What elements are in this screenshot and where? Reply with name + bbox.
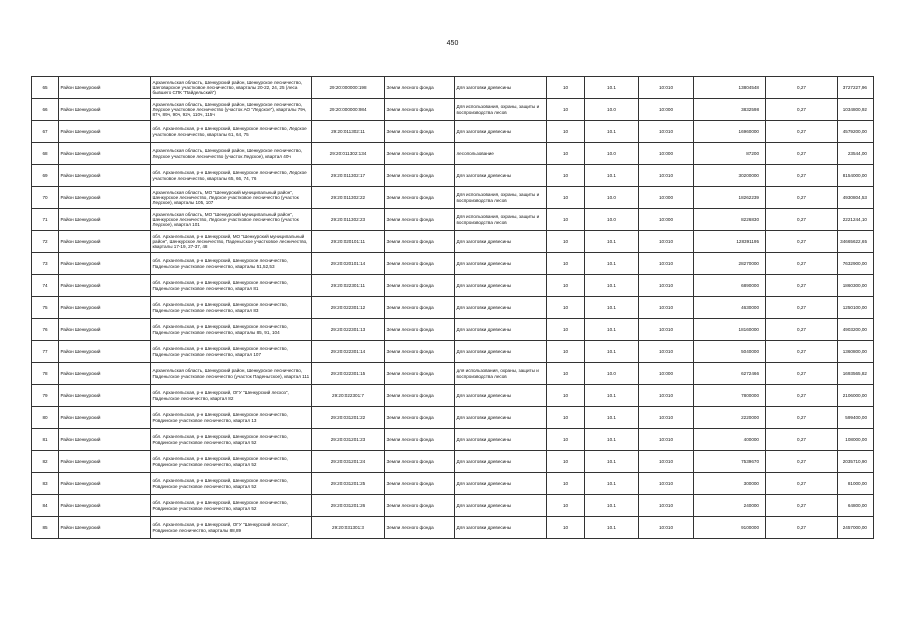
code-b-cell: 10.1: [585, 319, 639, 341]
cadastral-number-cell: 29:20:031301:3: [312, 517, 385, 539]
address-cell: обл. Архангельская, р-н Шенкурский, ОГУ "Шенкурский лесхоз", Паденьгское лесничество, квартал 82: [151, 385, 312, 407]
permitted-use-cell: Для заготовки древесины: [455, 429, 547, 451]
land-category-cell: Земли лесного фонда: [385, 275, 455, 297]
rate-cell: 0,27: [766, 319, 838, 341]
cadastral-value-cell: 23544,00: [838, 143, 874, 165]
code-b-cell: 10.1: [585, 385, 639, 407]
land-category-cell: Земли лесного фонда: [385, 121, 455, 143]
cadastral-value-cell: 4903200,00: [838, 319, 874, 341]
row-number-cell: 78: [32, 363, 59, 385]
code-c-cell: 10:010: [639, 231, 694, 253]
permitted-use-cell: Для заготовки древесины: [455, 297, 547, 319]
cadastral-number-cell: 29:20:022301:14: [312, 341, 385, 363]
area-cell: 3832598: [694, 99, 766, 121]
permitted-use-cell: Для заготовки древесины: [455, 385, 547, 407]
cadastral-value-cell: 1034800,92: [838, 99, 874, 121]
code-c-cell: 10:000: [639, 363, 694, 385]
table-row: [32, 297, 874, 319]
cadastral-value-cell: 1860300,00: [838, 275, 874, 297]
rate-cell: 0,27: [766, 517, 838, 539]
cadastral-number-cell: 29:20:031201:25: [312, 473, 385, 495]
table-row: [32, 407, 874, 429]
code-c-cell: 10:010: [639, 77, 694, 99]
table-body: [32, 77, 874, 539]
area-cell: 30200000: [694, 165, 766, 187]
code-c-cell: 10:010: [639, 451, 694, 473]
district-cell: Район Шенкурский: [59, 121, 151, 143]
area-cell: 7800000: [694, 385, 766, 407]
cadastral-number-cell: 29:20:011302:23: [312, 209, 385, 231]
permitted-use-cell: Для заготовки древесины: [455, 77, 547, 99]
table-row: [32, 187, 874, 209]
rate-cell: 0,27: [766, 363, 838, 385]
area-cell: 18160000: [694, 319, 766, 341]
code-b-cell: 10.1: [585, 341, 639, 363]
table-row: [32, 451, 874, 473]
district-cell: Район Шенкурский: [59, 473, 151, 495]
district-cell: Район Шенкурский: [59, 385, 151, 407]
land-category-cell: Земли лесного фонда: [385, 473, 455, 495]
table-row: [32, 253, 874, 275]
code-b-cell: 10.1: [585, 165, 639, 187]
cadastral-number-cell: 29:20:011302:134: [312, 143, 385, 165]
land-category-cell: Земли лесного фонда: [385, 385, 455, 407]
table-row: [32, 99, 874, 121]
cadastral-value-cell: 1360800,00: [838, 341, 874, 363]
code-a-cell: 10: [547, 99, 585, 121]
row-number-cell: 75: [32, 297, 59, 319]
permitted-use-cell: лесопользование: [455, 143, 547, 165]
permitted-use-cell: Для использования, охраны, защиты и воспроизводства лесов: [455, 187, 547, 209]
land-plots-table: [31, 76, 874, 539]
rate-cell: 0,27: [766, 429, 838, 451]
code-c-cell: 10:010: [639, 429, 694, 451]
permitted-use-cell: для использования, охраны, защиты и воспроизводства лесов: [455, 363, 547, 385]
cadastral-value-cell: 3727227,96: [838, 77, 874, 99]
row-number-cell: 72: [32, 231, 59, 253]
code-a-cell: 10: [547, 77, 585, 99]
code-a-cell: 10: [547, 385, 585, 407]
row-number-cell: 85: [32, 517, 59, 539]
permitted-use-cell: Для заготовки древесины: [455, 341, 547, 363]
code-a-cell: 10: [547, 407, 585, 429]
rate-cell: 0,27: [766, 187, 838, 209]
code-b-cell: 10.0: [585, 209, 639, 231]
permitted-use-cell: Для заготовки древесины: [455, 451, 547, 473]
code-c-cell: 10:010: [639, 165, 694, 187]
land-category-cell: Земли лесного фонда: [385, 451, 455, 473]
code-a-cell: 10: [547, 429, 585, 451]
land-category-cell: Земли лесного фонда: [385, 99, 455, 121]
rate-cell: 0,27: [766, 77, 838, 99]
row-number-cell: 70: [32, 187, 59, 209]
code-c-cell: 10:010: [639, 473, 694, 495]
cadastral-number-cell: 29:20:031201:24: [312, 451, 385, 473]
code-a-cell: 10: [547, 297, 585, 319]
code-a-cell: 10: [547, 187, 585, 209]
permitted-use-cell: Для заготовки древесины: [455, 121, 547, 143]
cadastral-number-cell: 29:20:022301:13: [312, 319, 385, 341]
code-b-cell: 10.0: [585, 143, 639, 165]
address-cell: обл. Архангельская, р-н Шенкурский, Шенкурское лесничество, Ровдинское участковое лесничество, квартал 13: [151, 407, 312, 429]
district-cell: Район Шенкурский: [59, 297, 151, 319]
cadastral-value-cell: 2457000,00: [838, 517, 874, 539]
address-cell: обл. Архангельская, р-н Шенкурский, Шенкурское лесничество, Паденьгское участковое лесничество, квартал 81: [151, 275, 312, 297]
land-category-cell: Земли лесного фонда: [385, 517, 455, 539]
land-category-cell: Земли лесного фонда: [385, 231, 455, 253]
code-c-cell: 10:010: [639, 407, 694, 429]
code-b-cell: 10.0: [585, 99, 639, 121]
cadastral-value-cell: 7632900,00: [838, 253, 874, 275]
code-b-cell: 10.1: [585, 275, 639, 297]
table-row: [32, 319, 874, 341]
rate-cell: 0,27: [766, 231, 838, 253]
row-number-cell: 68: [32, 143, 59, 165]
cadastral-value-cell: 64800,00: [838, 495, 874, 517]
code-b-cell: 10.1: [585, 495, 639, 517]
table-row: [32, 165, 874, 187]
code-a-cell: 10: [547, 341, 585, 363]
address-cell: обл. Архангельская, р-н Шенкурский, Шенкурское лесничество, Ледское участковое лесничество, кварталы 65, 66, 74, 76: [151, 165, 312, 187]
district-cell: Район Шенкурский: [59, 517, 151, 539]
table-row: [32, 363, 874, 385]
code-b-cell: 10.1: [585, 297, 639, 319]
cadastral-number-cell: 29:20:000000:198: [312, 77, 385, 99]
area-cell: 5040000: [694, 341, 766, 363]
code-c-cell: 10:000: [639, 209, 694, 231]
area-cell: 7539670: [694, 451, 766, 473]
cadastral-number-cell: 29:20:020101:11: [312, 231, 385, 253]
area-cell: 2220000: [694, 407, 766, 429]
row-number-cell: 82: [32, 451, 59, 473]
code-c-cell: 10:000: [639, 187, 694, 209]
address-cell: обл. Архангельская, р-н Шенкурский, Шенкурское лесничество, Ровдинское участковое лесничество, квартал 52: [151, 429, 312, 451]
cadastral-value-cell: 8154000,00: [838, 165, 874, 187]
row-number-cell: 73: [32, 253, 59, 275]
address-cell: обл. Архангельская, р-н Шенкурский, Шенкурское лесничество, Паденьгское участковое лесничество, кварталы 51,52,53: [151, 253, 312, 275]
rate-cell: 0,27: [766, 407, 838, 429]
address-cell: обл. Архангельская, р-н Шенкурский, Шенкурское лесничество, Паденьгское участковое лесничество, квартал 107: [151, 341, 312, 363]
code-c-cell: 10:010: [639, 385, 694, 407]
cadastral-number-cell: 29:20:031201:26: [312, 495, 385, 517]
permitted-use-cell: Для заготовки древесины: [455, 165, 547, 187]
code-b-cell: 10.1: [585, 517, 639, 539]
page-number: 450: [446, 40, 459, 47]
area-cell: 6890000: [694, 275, 766, 297]
cadastral-value-cell: 4579200,00: [838, 121, 874, 143]
district-cell: Район Шенкурский: [59, 341, 151, 363]
district-cell: Район Шенкурский: [59, 209, 151, 231]
cadastral-number-cell: 29:20:020101:14: [312, 253, 385, 275]
address-cell: Архангельская область, МО "Шенкурский муниципальный район", Шенкурское лесничество, Ледское участковое лесничество (участок Ледское), квартал 101: [151, 209, 312, 231]
code-c-cell: 10:000: [639, 143, 694, 165]
district-cell: Район Шенкурский: [59, 77, 151, 99]
address-cell: обл. Архангельская, р-н Шенкурский, Шенкурское лесничество, Ровдинское участковое лесничество, квартал 52: [151, 473, 312, 495]
district-cell: Район Шенкурский: [59, 165, 151, 187]
district-cell: Район Шенкурский: [59, 319, 151, 341]
area-cell: 28270000: [694, 253, 766, 275]
address-cell: Архангельская область, Шенкурский район, Шенкурское лесничество, Шеговарское участковое лесничество, кварталы 20-22, 24, 25 (леса бывшего СПК "Пайдельский"): [151, 77, 312, 99]
code-a-cell: 10: [547, 319, 585, 341]
rate-cell: 0,27: [766, 165, 838, 187]
table-row: [32, 77, 874, 99]
area-cell: 8226830: [694, 209, 766, 231]
rate-cell: 0,27: [766, 473, 838, 495]
code-b-cell: 10.1: [585, 429, 639, 451]
table-row: [32, 231, 874, 253]
address-cell: обл. Архангельская, р-н Шенкурский, Шенкурское лесничество, Ровдинское участковое лесничество, квартал 52: [151, 495, 312, 517]
code-c-cell: 10:010: [639, 275, 694, 297]
code-c-cell: 10:000: [639, 99, 694, 121]
row-number-cell: 66: [32, 99, 59, 121]
area-cell: 87200: [694, 143, 766, 165]
cadastral-value-cell: 2106000,00: [838, 385, 874, 407]
code-a-cell: 10: [547, 275, 585, 297]
row-number-cell: 65: [32, 77, 59, 99]
code-c-cell: 10:010: [639, 341, 694, 363]
rate-cell: 0,27: [766, 275, 838, 297]
district-cell: Район Шенкурский: [59, 429, 151, 451]
code-b-cell: 10.1: [585, 231, 639, 253]
code-c-cell: 10:010: [639, 121, 694, 143]
district-cell: Район Шенкурский: [59, 187, 151, 209]
row-number-cell: 83: [32, 473, 59, 495]
area-cell: 300000: [694, 473, 766, 495]
land-category-cell: Земли лесного фонда: [385, 165, 455, 187]
land-category-cell: Земли лесного фонда: [385, 407, 455, 429]
cadastral-number-cell: 29:20:031201:23: [312, 429, 385, 451]
address-cell: Архангельская область, Шенкурский район, Шенкурское лесничество, Ледское участковое лесничество (участок АО "Ледское"), кварталы 79ч, 87ч, 89ч, 90ч, 92ч, 110ч, 115ч: [151, 99, 312, 121]
land-category-cell: Земли лесного фонда: [385, 253, 455, 275]
cadastral-number-cell: 29:20:022301:11: [312, 275, 385, 297]
address-cell: обл. Архангельская, р-н Шенкурский, Шенкурское лесничество, Паденьгское участковое лесничество, кварталы 85, 91, 104: [151, 319, 312, 341]
code-c-cell: 10:010: [639, 517, 694, 539]
cadastral-value-cell: 108000,00: [838, 429, 874, 451]
address-cell: обл. Архангельская, р-н Шенкурский, МО "Шенкурский муниципальный район", Шенкурское лесничество, Паденьгское участковое лесничество, кварталы 17-19, 27-37, 48: [151, 231, 312, 253]
area-cell: 13804548: [694, 77, 766, 99]
area-cell: 240000: [694, 495, 766, 517]
district-cell: Район Шенкурский: [59, 495, 151, 517]
code-c-cell: 10:010: [639, 253, 694, 275]
cadastral-value-cell: 34665622,65: [838, 231, 874, 253]
permitted-use-cell: Для заготовки древесины: [455, 407, 547, 429]
district-cell: Район Шенкурский: [59, 275, 151, 297]
permitted-use-cell: Для использования, охраны, защиты и воспроизводства лесов: [455, 209, 547, 231]
code-a-cell: 10: [547, 253, 585, 275]
code-a-cell: 10: [547, 231, 585, 253]
row-number-cell: 84: [32, 495, 59, 517]
cadastral-value-cell: 4930804,53: [838, 187, 874, 209]
code-b-cell: 10.0: [585, 187, 639, 209]
table-row: [32, 429, 874, 451]
table-row: [32, 121, 874, 143]
cadastral-value-cell: 81000,00: [838, 473, 874, 495]
address-cell: обл. Архангельская, р-н Шенкурский, ОГУ "Шенкурский лесхоз", Ровдинское лесничество, кварталы 88,89: [151, 517, 312, 539]
land-category-cell: Земли лесного фонда: [385, 209, 455, 231]
cadastral-value-cell: 1250100,00: [838, 297, 874, 319]
rate-cell: 0,27: [766, 253, 838, 275]
district-cell: Район Шенкурский: [59, 253, 151, 275]
table-row: [32, 209, 874, 231]
district-cell: Район Шенкурский: [59, 451, 151, 473]
permitted-use-cell: Для заготовки древесины: [455, 231, 547, 253]
cadastral-value-cell: 2035710,90: [838, 451, 874, 473]
row-number-cell: 77: [32, 341, 59, 363]
cadastral-number-cell: 29:20:022301:15: [312, 363, 385, 385]
code-a-cell: 10: [547, 165, 585, 187]
row-number-cell: 74: [32, 275, 59, 297]
land-category-cell: Земли лесного фонда: [385, 187, 455, 209]
land-category-cell: Земли лесного фонда: [385, 77, 455, 99]
area-cell: 6272466: [694, 363, 766, 385]
rate-cell: 0,27: [766, 495, 838, 517]
permitted-use-cell: Для заготовки древесины: [455, 275, 547, 297]
permitted-use-cell: Для использования, охраны, защиты и воспроизводства лесов: [455, 99, 547, 121]
permitted-use-cell: Для заготовки древесины: [455, 495, 547, 517]
land-category-cell: Земли лесного фонда: [385, 143, 455, 165]
rate-cell: 0,27: [766, 341, 838, 363]
area-cell: 16960000: [694, 121, 766, 143]
code-b-cell: 10.1: [585, 77, 639, 99]
cadastral-number-cell: 29:20:022301:12: [312, 297, 385, 319]
code-c-cell: 10:010: [639, 495, 694, 517]
land-category-cell: Земли лесного фонда: [385, 429, 455, 451]
land-category-cell: Земли лесного фонда: [385, 319, 455, 341]
address-cell: обл. Архангельская, р-н Шенкурский, Шенкурское лесничество, Ровдинское участковое лесничество, квартал 52: [151, 451, 312, 473]
table-row: [32, 275, 874, 297]
table-row: [32, 473, 874, 495]
address-cell: обл. Архангельская, р-н Шенкурский, Шенкурское лесничество, Ледское участковое лесничество, кварталы 61, 64, 75: [151, 121, 312, 143]
code-a-cell: 10: [547, 363, 585, 385]
code-a-cell: 10: [547, 121, 585, 143]
code-a-cell: 10: [547, 451, 585, 473]
row-number-cell: 76: [32, 319, 59, 341]
code-b-cell: 10.1: [585, 473, 639, 495]
cadastral-number-cell: 29:20:022301:7: [312, 385, 385, 407]
code-a-cell: 10: [547, 209, 585, 231]
code-b-cell: 10.1: [585, 121, 639, 143]
address-cell: обл. Архангельская, р-н Шенкурский, Шенкурское лесничество, Паденьгское участковое лесничество, квартал 83: [151, 297, 312, 319]
code-c-cell: 10:010: [639, 297, 694, 319]
address-cell: Архангельская область, МО "Шенкурский муниципальный район", Шенкурское лесничество, Ледское участковое лесничество (участок Ледское), кварталы 105, 107: [151, 187, 312, 209]
code-b-cell: 10.1: [585, 407, 639, 429]
code-b-cell: 10.0: [585, 363, 639, 385]
district-cell: Район Шенкурский: [59, 231, 151, 253]
row-number-cell: 80: [32, 407, 59, 429]
address-cell: Архангельская область, Шенкурский район, Шенкурское лесничество, Паденьгское участковое лесничество (участок Паденьгское), квартал 111: [151, 363, 312, 385]
cadastral-number-cell: 29:20:031201:22: [312, 407, 385, 429]
district-cell: Район Шенкурский: [59, 143, 151, 165]
cadastral-number-cell: 29:20:000000:984: [312, 99, 385, 121]
code-a-cell: 10: [547, 517, 585, 539]
rate-cell: 0,27: [766, 121, 838, 143]
district-cell: Район Шенкурский: [59, 99, 151, 121]
area-cell: 9100000: [694, 517, 766, 539]
row-number-cell: 81: [32, 429, 59, 451]
cadastral-number-cell: 29:20:011302:22: [312, 187, 385, 209]
permitted-use-cell: Для заготовки древесины: [455, 473, 547, 495]
cadastral-number-cell: 29:20:011302:17: [312, 165, 385, 187]
row-number-cell: 67: [32, 121, 59, 143]
table-row: [32, 517, 874, 539]
permitted-use-cell: Для заготовки древесины: [455, 253, 547, 275]
code-a-cell: 10: [547, 473, 585, 495]
cadastral-value-cell: 599400,00: [838, 407, 874, 429]
district-cell: Район Шенкурский: [59, 407, 151, 429]
address-cell: Архангельская область, Шенкурский район, Шенкурское лесничество, Ледское участковое лесничество (участок Ледское), квартал 40ч: [151, 143, 312, 165]
code-b-cell: 10.1: [585, 451, 639, 473]
rate-cell: 0,27: [766, 143, 838, 165]
code-a-cell: 10: [547, 143, 585, 165]
area-cell: 400000: [694, 429, 766, 451]
table-row: [32, 341, 874, 363]
cadastral-value-cell: 2221244,10: [838, 209, 874, 231]
cadastral-number-cell: 29:20:011302:11: [312, 121, 385, 143]
code-a-cell: 10: [547, 495, 585, 517]
land-category-cell: Земли лесного фонда: [385, 363, 455, 385]
permitted-use-cell: Для заготовки древесины: [455, 319, 547, 341]
land-category-cell: Земли лесного фонда: [385, 341, 455, 363]
table-row: [32, 495, 874, 517]
rate-cell: 0,27: [766, 297, 838, 319]
row-number-cell: 71: [32, 209, 59, 231]
area-cell: 4630000: [694, 297, 766, 319]
cadastral-value-cell: 1693565,82: [838, 363, 874, 385]
rate-cell: 0,27: [766, 99, 838, 121]
area-cell: 18262239: [694, 187, 766, 209]
land-category-cell: Земли лесного фонда: [385, 495, 455, 517]
land-category-cell: Земли лесного фонда: [385, 297, 455, 319]
row-number-cell: 79: [32, 385, 59, 407]
code-b-cell: 10.1: [585, 253, 639, 275]
rate-cell: 0,27: [766, 209, 838, 231]
table-row: [32, 143, 874, 165]
district-cell: Район Шенкурский: [59, 363, 151, 385]
area-cell: 128391195: [694, 231, 766, 253]
row-number-cell: 69: [32, 165, 59, 187]
permitted-use-cell: Для заготовки древесины: [455, 517, 547, 539]
rate-cell: 0,27: [766, 385, 838, 407]
rate-cell: 0,27: [766, 451, 838, 473]
table-row: [32, 385, 874, 407]
code-c-cell: 10:010: [639, 319, 694, 341]
